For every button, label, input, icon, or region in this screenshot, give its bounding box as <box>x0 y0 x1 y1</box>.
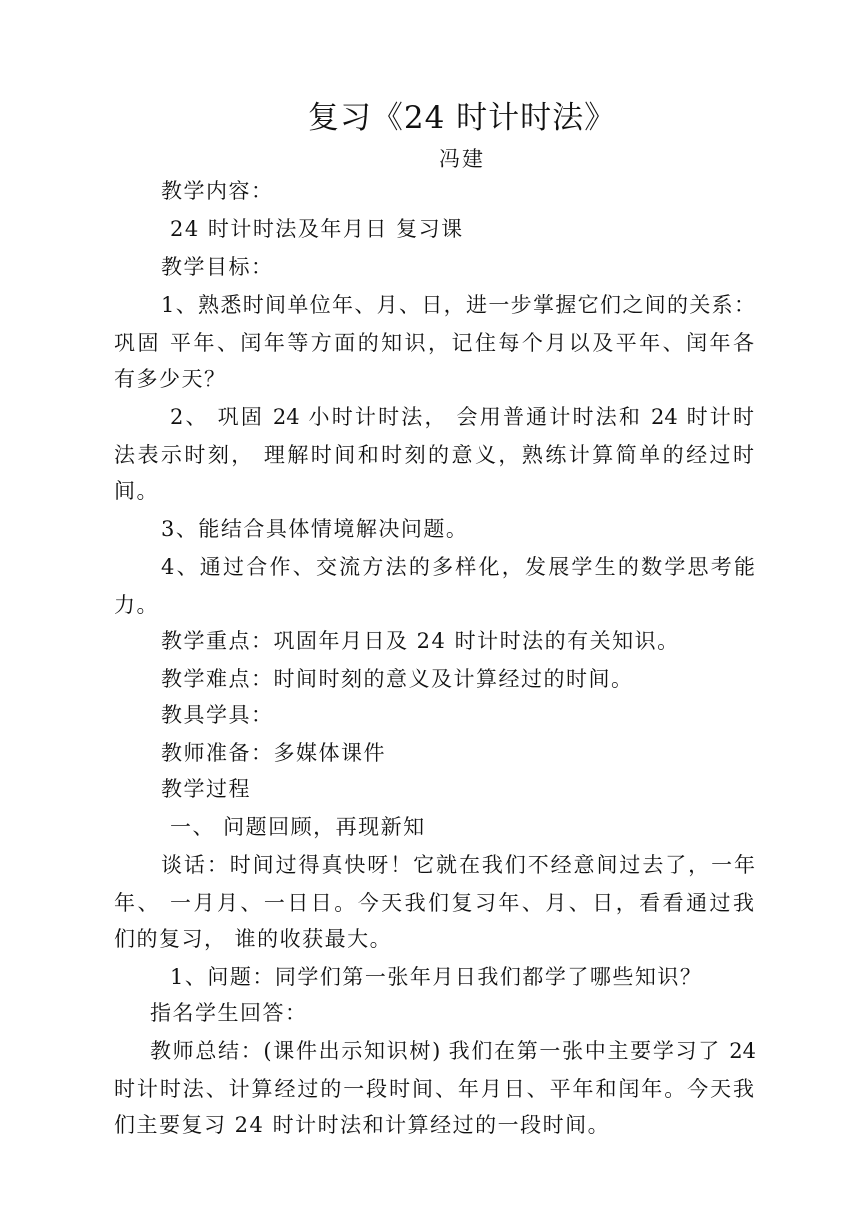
objective-4-line-2: 力。 <box>114 593 159 617</box>
key-points: 教学重点：巩固年月日及 24 时计时法的有关知识。 <box>161 629 680 653</box>
teaching-aids: 教具学具： <box>161 703 274 727</box>
objective-1-line-3: 有多少天？ <box>114 367 227 391</box>
teacher-summary-line-3: 们主要复习 24 时计时法和计算经过的一段时间。 <box>114 1113 611 1137</box>
teacher-preparation: 教师准备：多媒体课件 <box>161 741 386 765</box>
process-step-1-heading: 一、 问题回顾，再现新知 <box>170 815 426 839</box>
talk-line-3: 们的复习， 谁的收获最大。 <box>114 927 393 951</box>
talk-line-1: 谈话：时间过得真快呀！它就在我们不经意间过去了，一年 <box>161 853 755 877</box>
objective-2-line-2: 法表示时刻， 理解时间和时刻的意义，熟练计算简单的经过时 <box>114 443 754 467</box>
section-heading-process: 教学过程 <box>161 777 251 801</box>
content-text: 24 时计时法及年月日 复习课 <box>170 217 464 241</box>
difficult-points: 教学难点：时间时刻的意义及计算经过的时间。 <box>161 667 634 691</box>
document-title: 复习《24 时计时法》 <box>307 100 617 136</box>
section-heading-content: 教学内容： <box>161 179 274 203</box>
author-name: 冯建 <box>439 147 485 171</box>
talk-line-2: 年、 一月月、一日日。今天我们复习年、月、日，看看通过我 <box>114 891 754 915</box>
objective-1-line-2: 巩固 平年、闰年等方面的知识，记住每个月以及平年、闰年各 <box>114 331 754 355</box>
teacher-summary-line-2: 时计时法、计算经过的一段时间、年月日、平年和闰年。今天我 <box>114 1077 754 1101</box>
objective-2-line-3: 间。 <box>114 479 159 503</box>
objective-4-line-1: 4、通过合作、交流方法的多样化，发展学生的数学思考能 <box>161 555 755 579</box>
objective-3: 3、能结合具体情境解决问题。 <box>161 517 469 541</box>
teacher-summary-line-1: 教师总结：(课件出示知识树) 我们在第一张中主要学习了 24 <box>150 1039 756 1063</box>
objective-2-line-1: 2、 巩固 24 小时计时法， 会用普通计时法和 24 时计时 <box>170 405 754 429</box>
question-1: 1、问题：同学们第一张年月日我们都学了哪些知识？ <box>170 965 703 989</box>
student-answer: 指名学生回答： <box>150 1001 308 1025</box>
objective-1-line-1: 1、熟悉时间单位年、月、日，进一步掌握它们之间的关系： <box>161 293 755 317</box>
section-heading-objectives: 教学目标： <box>161 255 274 279</box>
